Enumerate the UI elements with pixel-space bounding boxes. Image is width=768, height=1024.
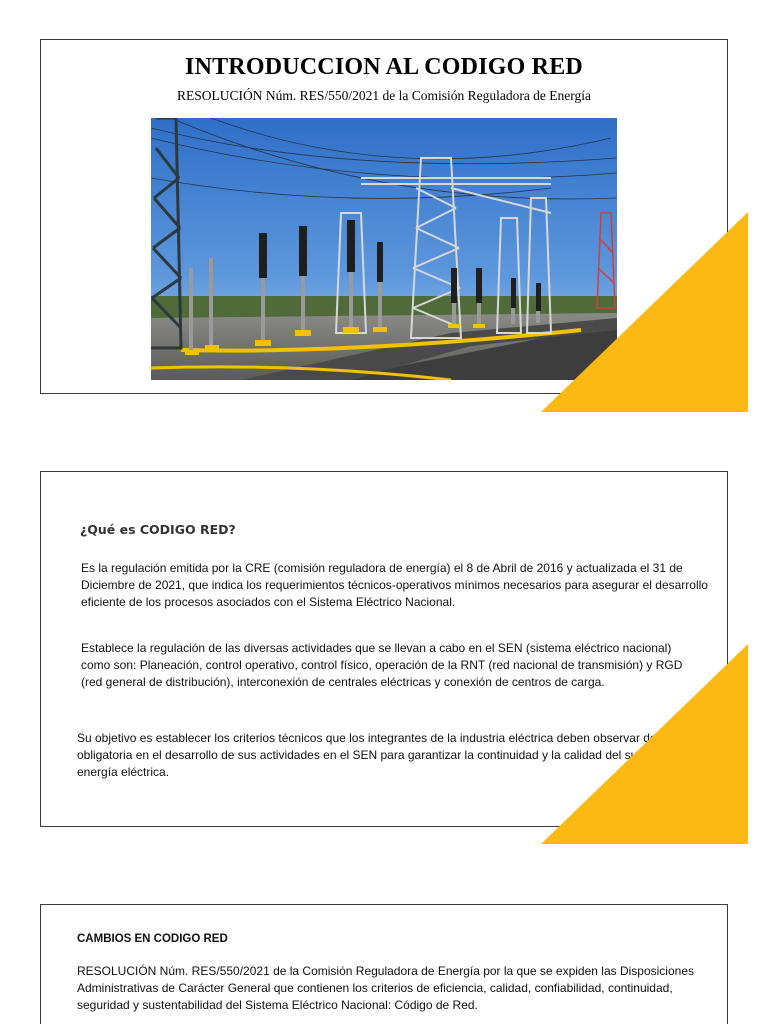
- slide-cambios: [40, 904, 728, 1024]
- section-heading: ¿Qué es CODIGO RED?: [80, 522, 236, 537]
- yellow-triangle-decoration: [541, 644, 748, 844]
- paragraph-regulation: Establece la regulación de las diversas actividades que se llevan a cabo en el SEN (sistema eléctrico nacional) como son: Planeación, control operativo, control físico, operación de la RNT (red nacional de transmisión) y RGD (red general de distribución), interconexión de centrales eléctricas y conexión de centros de carga.: [81, 641, 683, 689]
- paragraph-definition: Es la regulación emitida por la CRE (comisión reguladora de energía) el 8 de Abril de 2016 y actualizada el 31 de Diciembre de 2021, que indica los requerimientos técnicos-operativos mínimos necesarios para asegurar el desarrollo eficiente de los procesos asociados con el Sistema Eléctrico Nacional.: [81, 561, 708, 609]
- paragraph-resolution: RESOLUCIÓN Núm. RES/550/2021 de la Comisión Reguladora de Energía por la que se expiden las Disposiciones Administrativas de Carácter General que contienen los criterios de eficiencia, calidad, confiabilidad, continuidad, seguridad y sustentabilidad del Sistema Eléctrico Nacional: Código de Red.: [77, 964, 694, 1012]
- slide-title: INTRODUCCION AL CODIGO RED: [185, 54, 583, 80]
- paragraph-objective: Su objetivo es establecer los criterios técnicos que los integrantes de la industria eléctrica deben observar de manera obligatoria en el desarrollo de sus actividades en el SEN para garantizar la continuidad y la calidad del suministro de energía eléctrica.: [77, 731, 701, 779]
- yellow-triangle-decoration: [541, 212, 748, 412]
- section-heading: CAMBIOS EN CODIGO RED: [77, 933, 228, 945]
- slide-subtitle: RESOLUCIÓN Núm. RES/550/2021 de la Comisión Reguladora de Energía: [176, 88, 592, 103]
